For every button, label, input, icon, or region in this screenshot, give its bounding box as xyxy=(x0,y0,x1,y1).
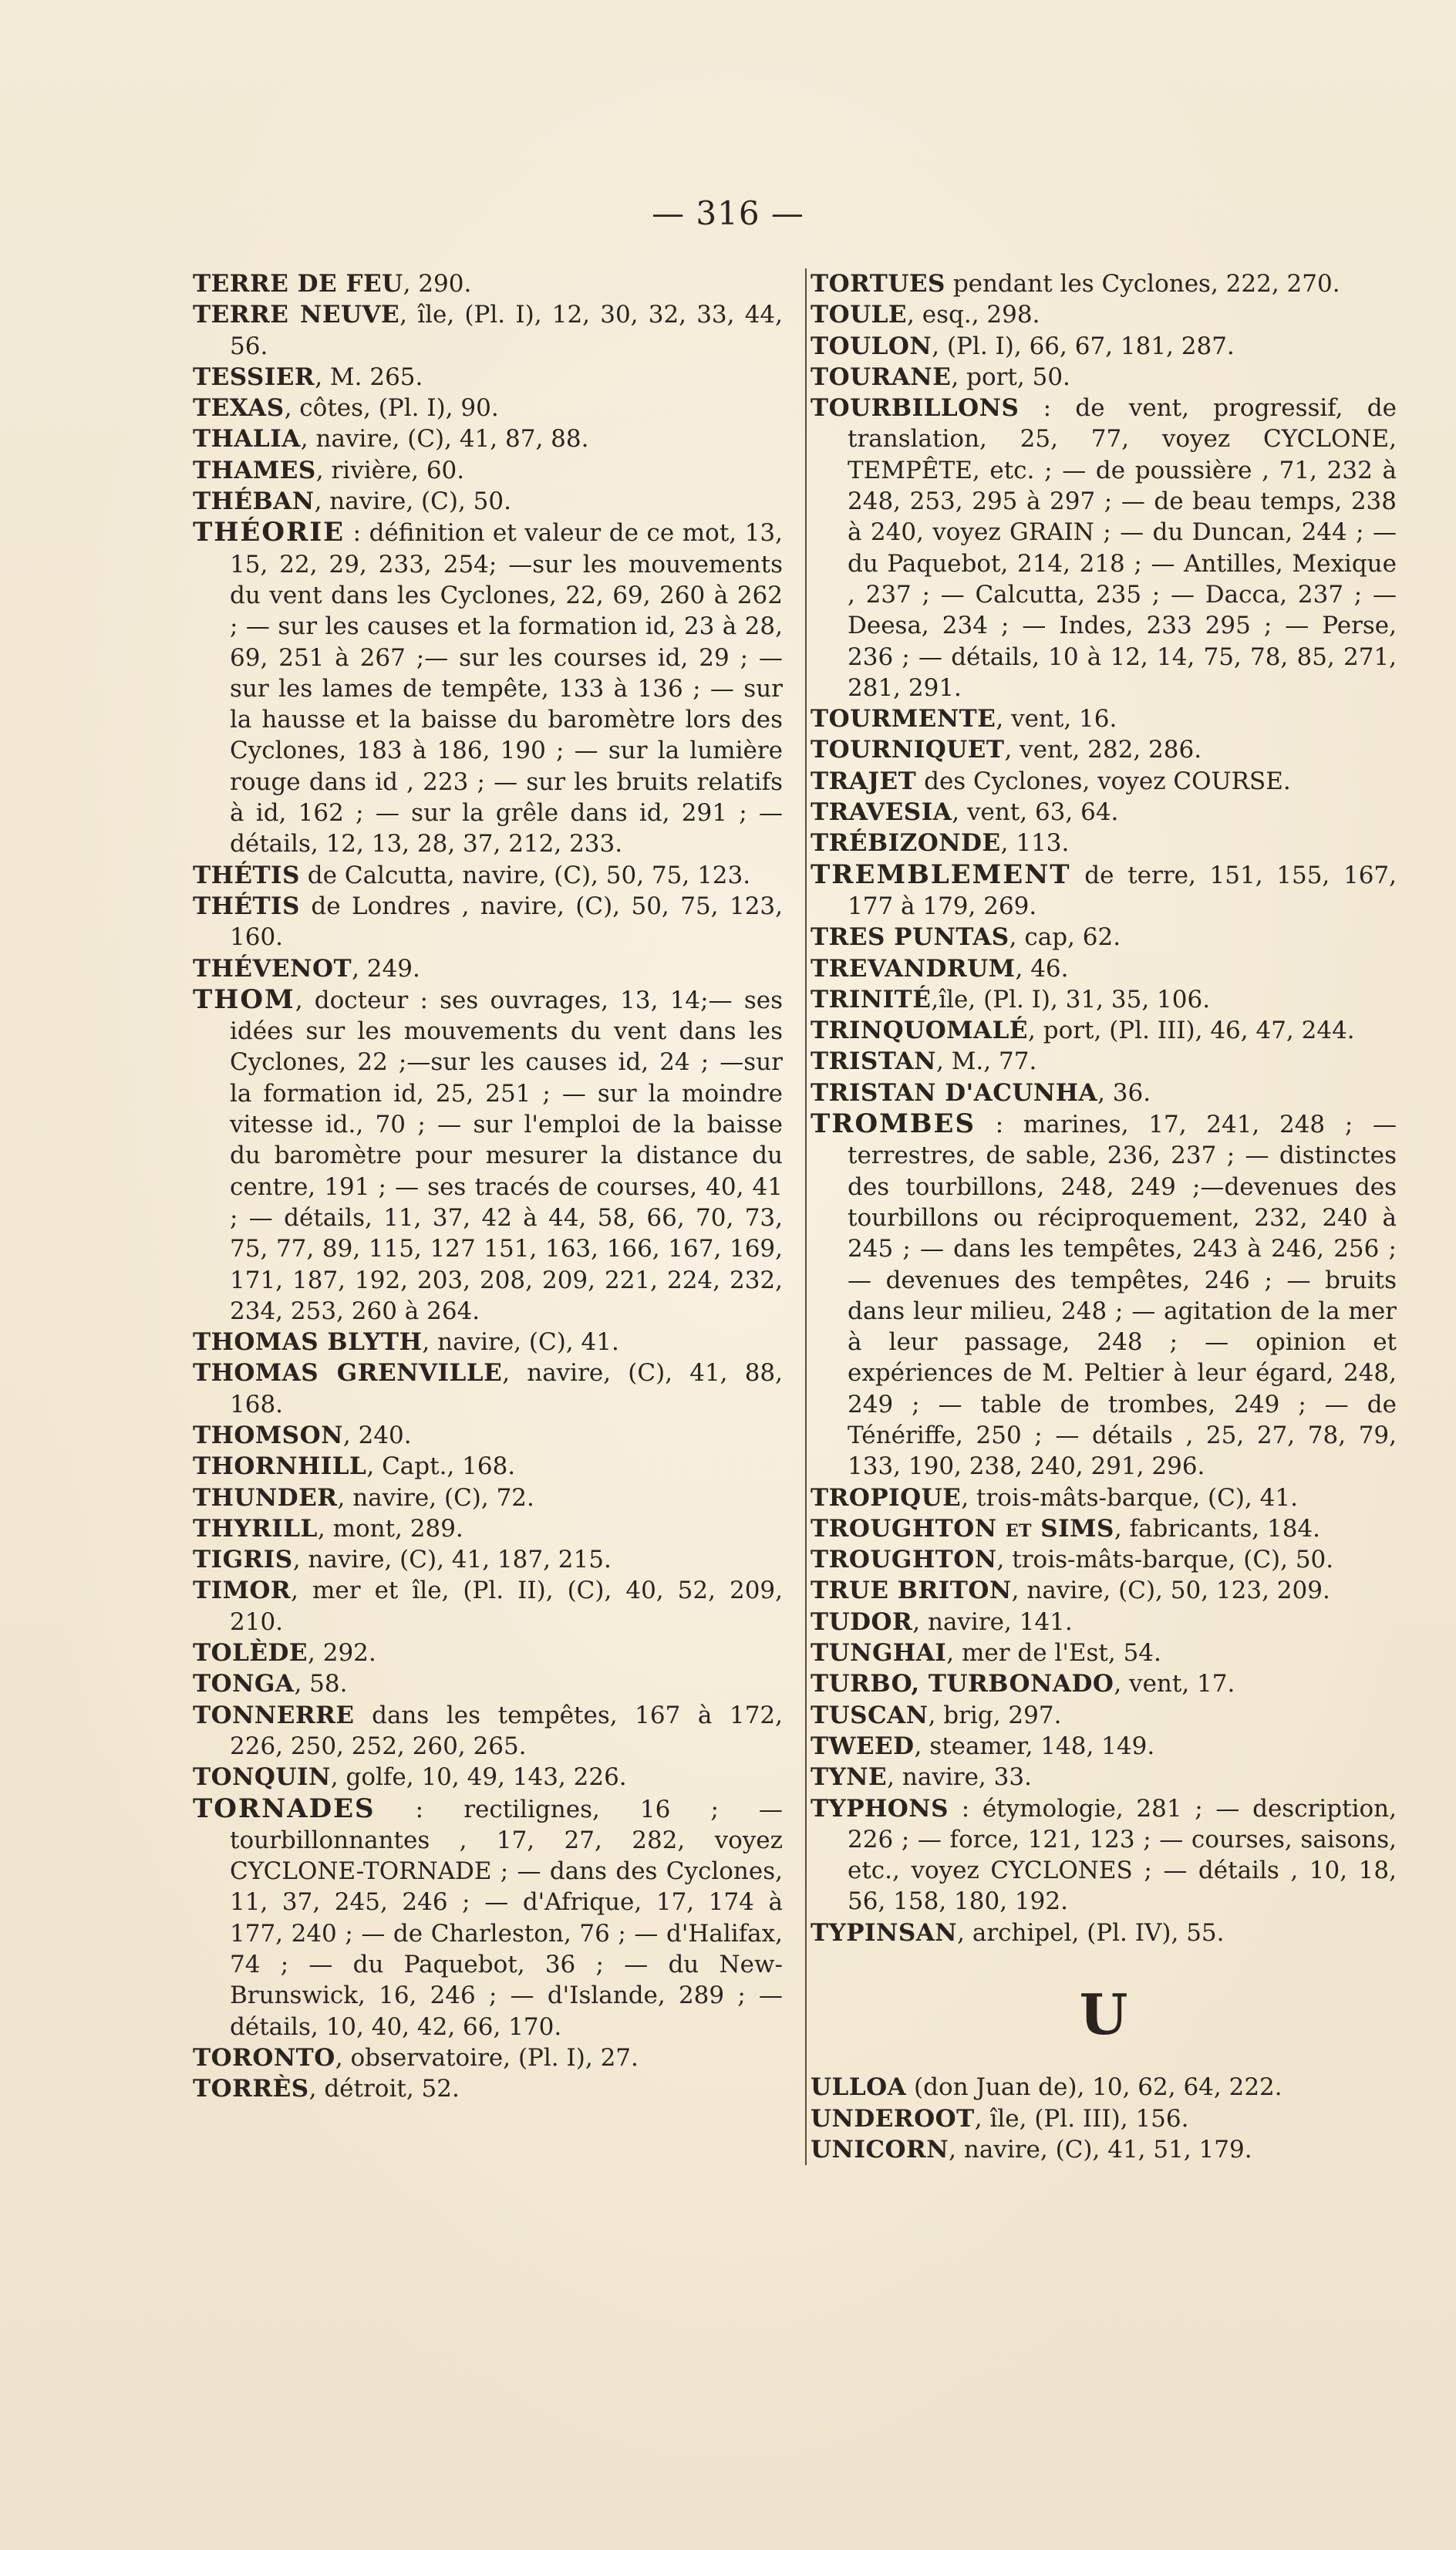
index-entry xyxy=(193,860,783,891)
index-entry-heading: TRAVESIA xyxy=(811,798,952,827)
index-entry xyxy=(193,362,783,393)
index-entry-text: , navire, (C), 41, 87, 88. xyxy=(300,425,589,454)
index-entry-text: : étymologie, 281 ; — description, 226 ; — force, 121, 123 ; — courses, saisons, etc., voyez CYCLONES ; — détails , 10, 18, 56, 158, 180, 192. xyxy=(848,1794,1397,1916)
index-entry xyxy=(193,517,783,859)
index-entry-text: , navire, (C), 50, 123, 209. xyxy=(1011,1577,1330,1605)
index-entry-heading: TWEED xyxy=(811,1732,915,1760)
index-entry-text: , (Pl. I), 66, 67, 181, 287. xyxy=(932,332,1235,360)
index-entry xyxy=(811,1793,1397,1918)
index-entry-heading: TIMOR xyxy=(193,1577,292,1605)
index-column-right xyxy=(805,268,1397,2165)
index-entry-heading: TONGA xyxy=(193,1670,295,1698)
index-entry-text: : de vent, progressif, de translation, 25, 77, voyez CYCLONE, TEMPÊTE, etc. ; — de poussière , 71, 232 à 248, 253, 295 à 297 ; — de beau temps, 238 à 240, voyez GRAIN ; — du Duncan, 244 ; — du Paquebot, 214, 218 ; — Antilles, Mexique , 237 ; — Calcutta, 235 ; — Dacca, 237 ; — Deesa, 234 ; — Indes, 233 295 ; — Perse, 236 ; — détails, 10 à 12, 14, 75, 78, 85, 271, 281, 291. xyxy=(848,394,1397,702)
index-entry xyxy=(811,984,1397,1015)
index-entry-heading: TYNE xyxy=(811,1763,888,1792)
index-entry-heading: THÉTIS xyxy=(193,892,300,920)
index-entry xyxy=(811,953,1397,984)
index-entry-heading: TOULE xyxy=(811,301,908,329)
index-entry-text: , vent, 16. xyxy=(996,705,1117,734)
index-entry-text: , trois-mâts-barque, (C), 50. xyxy=(996,1546,1334,1574)
index-entry-heading: THÉVENOT xyxy=(193,954,352,983)
index-entry-heading: TYPINSAN xyxy=(811,1918,958,1947)
index-entry-heading: UNICORN xyxy=(811,2135,949,2164)
index-entry-text: , Capt., 168. xyxy=(366,1452,516,1481)
index-entry-text: , cap, 62. xyxy=(1009,923,1121,952)
index-entry-text: , 58. xyxy=(294,1670,348,1698)
index-entry xyxy=(193,1420,783,1451)
index-entry-heading: TREMBLEMENT xyxy=(811,858,1071,890)
index-section-u-entries xyxy=(811,2072,1397,2165)
index-entry-heading: TEXAS xyxy=(193,394,285,423)
index-entry-heading: TREVANDRUM xyxy=(811,954,1016,983)
index-entry-heading: TROUGHTON xyxy=(811,1546,997,1574)
index-entry-heading: THYRILL xyxy=(193,1514,318,1543)
index-entry-text: , 292. xyxy=(308,1639,376,1668)
index-entry-text: , esq., 298. xyxy=(907,301,1040,329)
index-entry-heading: UNDEROOT xyxy=(811,2104,975,2133)
index-entry xyxy=(811,1544,1397,1575)
index-entry xyxy=(811,1700,1397,1731)
index-entry-text: , archipel, (Pl. IV), 55. xyxy=(957,1918,1225,1947)
index-entry xyxy=(811,331,1397,362)
index-entry-text: , M. 265. xyxy=(315,363,423,391)
index-entry-heading: TERRE DE FEU xyxy=(193,270,403,298)
index-entry-text: de Londres , navire, (C), 50, 75, 123, 160. xyxy=(230,892,783,952)
index-entry-heading: TRISTAN D'ACUNHA xyxy=(811,1078,1098,1107)
index-entry xyxy=(811,2103,1397,2134)
index-entry-text: pendant les Cyclones, 222, 270. xyxy=(945,270,1340,298)
index-entry-text: de Calcutta, navire, (C), 50, 75, 123. xyxy=(299,861,751,889)
index-entry xyxy=(193,1700,783,1762)
index-entry-heading: TROUGHTON et SIMS xyxy=(811,1514,1114,1543)
index-entry xyxy=(193,1327,783,1358)
index-entry-text: , mont, 289. xyxy=(317,1514,463,1543)
index-entry-text: (don Juan de), 10, 62, 64, 222. xyxy=(906,2073,1282,2102)
index-entry xyxy=(193,455,783,486)
index-entry-text: , 46. xyxy=(1015,954,1069,983)
index-entry xyxy=(811,766,1397,797)
index-entry xyxy=(193,891,783,953)
index-entry-text: , steamer, 148, 149. xyxy=(914,1732,1155,1760)
index-entry-heading: TONNERRE xyxy=(193,1701,355,1729)
index-entry-text: , vent, 63, 64. xyxy=(952,798,1119,827)
index-entry-heading: TRINQUOMALÉ xyxy=(811,1017,1029,1045)
index-entry xyxy=(193,1793,783,2042)
index-entry-text: , 36. xyxy=(1097,1078,1151,1107)
index-entry-heading: THOMSON xyxy=(193,1421,343,1449)
index-entry-heading: THÉORIE xyxy=(193,517,345,548)
index-entry xyxy=(811,797,1397,828)
index-entry-heading: TRES PUNTAS xyxy=(811,923,1009,952)
index-entry xyxy=(811,1015,1397,1046)
index-entry-text: , navire, (C), 72. xyxy=(337,1483,534,1512)
index-entry-text: , navire, (C), 41. xyxy=(422,1328,619,1357)
index-entry xyxy=(193,1358,783,1420)
index-entry xyxy=(193,393,783,423)
index-entry-heading: TONQUIN xyxy=(193,1763,331,1792)
index-entry-heading: TOURNIQUET xyxy=(811,736,1005,764)
index-entry xyxy=(811,362,1397,393)
index-entry xyxy=(811,1731,1397,1762)
index-entry-heading: TYPHONS xyxy=(811,1794,949,1823)
index-entry-text: , détroit, 52. xyxy=(308,2075,460,2103)
index-entry-heading: TESSIER xyxy=(193,363,315,391)
index-entry-text: , mer de l'Est, 54. xyxy=(946,1639,1161,1668)
index-entry xyxy=(811,1607,1397,1638)
index-entry xyxy=(811,859,1397,923)
index-column-left xyxy=(193,268,783,2105)
index-entry xyxy=(811,299,1397,330)
index-entry xyxy=(811,2072,1397,2103)
section-letter: U xyxy=(1079,1982,1128,2048)
index-entry-heading: THALIA xyxy=(193,425,301,454)
index-entry xyxy=(811,1575,1397,1606)
index-entry-text: , golfe, 10, 49, 143, 226. xyxy=(330,1763,627,1792)
index-entry-heading: THÉTIS xyxy=(193,861,300,889)
index-entry-heading: TORTUES xyxy=(811,270,945,298)
index-entry-text: , navire, (C), 41, 51, 179. xyxy=(949,2135,1252,2164)
index-entry-heading: TUSCAN xyxy=(811,1701,929,1729)
page-number: — 316 — xyxy=(652,194,804,232)
index-entry xyxy=(811,1762,1397,1793)
index-entry-text: , trois-mâts-barque, (C), 41. xyxy=(961,1483,1298,1512)
index-entry-heading: TOLÈDE xyxy=(193,1639,308,1668)
index-entry-text: , observatoire, (Pl. I), 27. xyxy=(335,2043,639,2072)
index-entry-text: , M., 77. xyxy=(935,1047,1037,1076)
index-entry-text: , île, (Pl. I), 12, 30, 32, 33, 44, 56. xyxy=(230,301,783,360)
index-entry xyxy=(811,703,1397,734)
index-entry xyxy=(193,268,783,299)
index-entry-heading: TRISTAN xyxy=(811,1047,936,1076)
index-entry xyxy=(811,1046,1397,1077)
index-entry-text: , navire, (C), 41, 88, 168. xyxy=(230,1359,783,1418)
index-entry-heading: THORNHILL xyxy=(193,1452,367,1481)
index-entry-text: , port, (Pl. III), 46, 47, 244. xyxy=(1028,1017,1355,1045)
index-entry xyxy=(193,953,783,984)
index-entry xyxy=(811,268,1397,299)
index-entry xyxy=(811,734,1397,765)
index-entry-text: , navire, 141. xyxy=(912,1607,1073,1636)
index-entry-heading: TRUE BRITON xyxy=(811,1577,1012,1605)
index-entry-heading: TOULON xyxy=(811,332,932,360)
index-entry xyxy=(811,2134,1397,2165)
index-entry-text: : définition et valeur de ce mot, 13, 15, 22, 29, 233, 254; —sur les mouvements du vent dans les Cyclones, 22, 69, 260 à 262 ; — sur les causes et la formation id, 23 à 28, 69, 251 à 267 ;— sur les courses id, 29 ; — sur les lames de tempête, 133 à 136 ; — sur la hausse et la baisse du baromètre lors des Cyclones, 183 à 186, 190 ; — sur la lumière rouge dans id , 223 ; — sur les bruits relatifs à id, 162 ; — sur la grêle dans id, 291 ; — détails, 12, 13, 28, 37, 212, 233. xyxy=(230,519,783,858)
index-entry xyxy=(811,1513,1397,1544)
index-entry-text: : rectilignes, 16 ; — tourbillonnantes , 17, 27, 282, voyez CYCLONE-TORNADE ; — dans des Cyclones, 11, 37, 245, 246 ; — d'Afrique, 17, 174 à 177, 240 ; — de Charleston, 76 ; — d'Halifax, 74 ; — du Paquebot, 36 ; — du New-Brunswick, 16, 246 ; — d'Islande, 289 ; — détails, 10, 40, 42, 66, 170. xyxy=(230,1795,783,2041)
index-entry-heading: TRINITÉ xyxy=(811,985,932,1014)
index-entry-heading: THAMES xyxy=(193,456,316,484)
index-entry-heading: TROPIQUE xyxy=(811,1483,962,1512)
index-entry-text: , 249. xyxy=(352,954,420,983)
index-entry xyxy=(811,1668,1397,1699)
index-entry-text: , rivière, 60. xyxy=(315,456,465,484)
index-entry xyxy=(193,1451,783,1482)
index-entry-text: des Cyclones, voyez COURSE. xyxy=(916,767,1291,795)
index-entry xyxy=(193,423,783,454)
index-entry-heading: TURBO, TURBONADO xyxy=(811,1670,1114,1698)
index-entry-heading: TIGRIS xyxy=(193,1546,293,1574)
index-entry-text: , 290. xyxy=(403,270,472,298)
index-entry xyxy=(811,1482,1397,1513)
index-entry xyxy=(193,1575,783,1638)
index-entry-heading: ULLOA xyxy=(811,2073,907,2102)
index-entry xyxy=(193,1762,783,1793)
index-entry xyxy=(811,922,1397,953)
index-entry xyxy=(193,2073,783,2104)
index-entry-text: , côtes, (Pl. I), 90. xyxy=(284,394,499,423)
index-entry-heading: THOM xyxy=(193,983,295,1015)
index-entry-heading: THOMAS GRENVILLE xyxy=(193,1359,503,1388)
index-entry xyxy=(193,984,783,1327)
index-entry-heading: TUNGHAI xyxy=(811,1639,947,1668)
index-entry-text: , 240. xyxy=(342,1421,412,1449)
index-entry xyxy=(193,1668,783,1699)
index-entry-text: de terre, 151, 155, 167, 177 à 179, 269. xyxy=(848,861,1397,920)
index-entry-text: , 113. xyxy=(1000,829,1070,858)
index-entry-text: : marines, 17, 241, 248 ; — terrestres, de sable, 236, 237 ; — distinctes des tourbillons, 248, 249 ;—devenues des tourbillons ou réciproquement, 232, 240 à 245 ; — dans les tempêtes, 243 à 246, 256 ; — devenues des tempêtes, 246 ; — bruits dans leur milieu, 248 ; — agitation de la mer à leur passage, 248 ; — opinion et expériences de M. Peltier à leur égard, 248, 249 ; — table de trombes, 249 ; — de Ténériffe, 250 ; — détails , 25, 27, 78, 79, 133, 190, 238, 240, 291, 296. xyxy=(848,1111,1397,1481)
index-entry xyxy=(193,1513,783,1544)
index-entry xyxy=(811,393,1397,703)
index-entry-text: , navire, (C), 41, 187, 215. xyxy=(292,1546,612,1574)
index-entry-heading: THUNDER xyxy=(193,1483,338,1512)
index-entry-heading: TORRÈS xyxy=(193,2075,309,2103)
index-entry-text: , mer et île, (Pl. II), (C), 40, 52, 209, 210. xyxy=(230,1577,783,1636)
index-entry-text: , brig, 297. xyxy=(928,1701,1062,1729)
index-entry-heading: TOURANE xyxy=(811,363,952,391)
index-entry xyxy=(193,1544,783,1575)
index-entry-heading: TUDOR xyxy=(811,1607,913,1636)
index-entry-heading: TRÉBIZONDE xyxy=(811,829,1001,858)
index-entry-text: , port, 50. xyxy=(951,363,1070,391)
index-entry-heading: TOURBILLONS xyxy=(811,394,1020,423)
index-entry-heading: TERRE NEUVE xyxy=(193,301,400,329)
index-entry-text: , navire, (C), 50. xyxy=(314,487,511,516)
index-entry xyxy=(811,828,1397,858)
index-entry xyxy=(193,1638,783,1668)
index-entry-text: , docteur : ses ouvrages, 13, 14;— ses idées sur les mouvements du vent dans les Cyclones, 22 ;—sur les causes id, 24 ; —sur la formation id, 25, 251 ; — sur la moindre vitesse id., 70 ; — sur l'emploi de la baisse du baromètre pour mesurer la distance du centre, 191 ; — ses tracés de courses, 40, 41 ; — détails, 11, 37, 42 à 44, 58, 66, 70, 73, 75, 77, 89, 115, 127 151, 163, 166, 167, 169, 171, 187, 192, 203, 208, 209, 221, 224, 232, 234, 253, 260 à 264. xyxy=(230,986,783,1325)
index-entry xyxy=(811,1078,1397,1108)
index-entry-heading: THOMAS BLYTH xyxy=(193,1328,423,1357)
index-entry-text: dans les tempêtes, 167 à 172, 226, 250, 252, 260, 265. xyxy=(230,1701,783,1760)
index-entry-text: , vent, 17. xyxy=(1114,1670,1235,1698)
index-entry xyxy=(193,486,783,517)
index-entry-heading: TROMBES xyxy=(811,1108,976,1140)
index-entry xyxy=(193,1482,783,1513)
index-entry xyxy=(811,1638,1397,1668)
index-entry xyxy=(811,1108,1397,1482)
index-entry-text: , vent, 282, 286. xyxy=(1004,736,1202,764)
index-entry xyxy=(193,2042,783,2073)
index-column-right-entries xyxy=(811,268,1397,1948)
index-entry-heading: TRAJET xyxy=(811,767,917,795)
index-entry-text: ,île, (Pl. I), 31, 35, 106. xyxy=(931,985,1211,1014)
index-entry-text: , navire, 33. xyxy=(887,1763,1032,1792)
index-entry xyxy=(193,299,783,362)
index-entry-heading: THÉBAN xyxy=(193,487,315,516)
index-entry-heading: TORNADES xyxy=(193,1793,376,1824)
index-entry xyxy=(811,1918,1397,1948)
index-entry-text: , fabricants, 184. xyxy=(1114,1514,1321,1543)
index-entry-heading: TORONTO xyxy=(193,2043,335,2072)
index-entry-text: , île, (Pl. III), 156. xyxy=(974,2104,1189,2133)
index-entry-heading: TOURMENTE xyxy=(811,705,996,734)
